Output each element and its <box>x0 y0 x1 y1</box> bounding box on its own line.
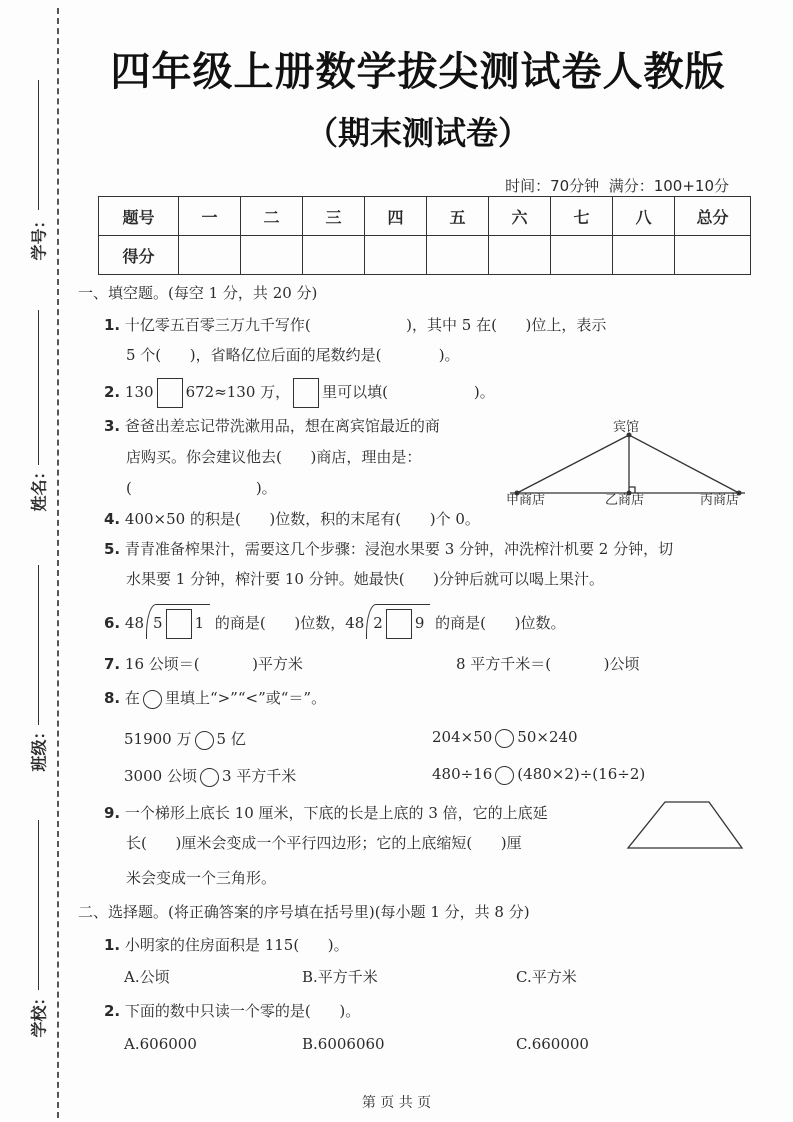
name-label: 姓名： <box>29 463 49 512</box>
q7-part-b: 8 平方千米＝( )公顷 <box>456 655 640 673</box>
compare-circle[interactable] <box>195 731 214 750</box>
q2-text: 672≈130 万， <box>185 383 291 401</box>
shop-b-label: 乙商店 <box>605 493 645 508</box>
score-cell[interactable] <box>427 236 489 275</box>
compare-circle[interactable] <box>495 766 514 785</box>
q8-pre: 在 <box>124 689 140 707</box>
mc2-text: 下面的数中只读一个零的是( )。 <box>124 1002 361 1020</box>
mc-option: A.公顷 <box>124 968 170 986</box>
mc-option: B.6006060 <box>302 1035 385 1053</box>
header-cell: 三 <box>303 197 365 236</box>
fill-box[interactable] <box>293 378 319 408</box>
compare-left: 51900 万 <box>124 730 192 748</box>
student-id-label: 学号： <box>29 212 49 261</box>
q5-line1: 青青准备榨果汁，需要这几个步骤：浸泡水果要 3 分钟，冲洗榨汁机要 2 分钟，切 <box>124 540 674 558</box>
q9-line3: 米会变成一个三角形。 <box>126 869 277 887</box>
q-number: 2. <box>104 1002 121 1020</box>
mc-option: C.平方米 <box>516 968 577 986</box>
q7-part-a: 16 公顷＝( )平方米 <box>124 655 303 673</box>
q4-text: 400×50 的积是( )位数，积的末尾有( )个 0。 <box>124 510 480 528</box>
page-subtitle: （期末测试卷） <box>305 114 530 152</box>
name-line <box>38 310 39 465</box>
score-cell[interactable] <box>303 236 365 275</box>
header-cell: 六 <box>489 197 551 236</box>
mc-option: C.660000 <box>516 1035 589 1053</box>
score-cell[interactable] <box>551 236 613 275</box>
compare-left: 204×50 <box>432 728 493 746</box>
compare-right: 3 平方千米 <box>221 767 297 785</box>
q-number: 2. <box>104 383 121 401</box>
compare-circle-icon <box>143 690 162 709</box>
fill-box[interactable] <box>157 378 183 408</box>
q-number: 3. <box>104 417 121 435</box>
q-number: 1. <box>104 936 121 954</box>
header-cell: 一 <box>179 197 241 236</box>
school-line <box>38 820 39 990</box>
header-cell: 二 <box>241 197 303 236</box>
score-table-header <box>99 197 751 236</box>
mc-option: B.平方千米 <box>302 968 378 986</box>
q1-line1: 十亿零五百零三万九千写作( )，其中 5 在( )位上，表示 <box>124 316 607 334</box>
header-cell: 五 <box>427 197 489 236</box>
score-cell[interactable] <box>241 236 303 275</box>
q6-text1: 的商是( )位数， <box>210 614 346 632</box>
header-cell: 四 <box>365 197 427 236</box>
divisor: 48 <box>124 614 145 632</box>
page-title: 四年级上册数学拔尖测试卷人教版 <box>110 49 726 95</box>
school-label: 学校： <box>29 989 49 1038</box>
q5-line2: 水果要 1 分钟，榨汁要 10 分钟。她最快( )分钟后就可以喝上果汁。 <box>126 570 605 588</box>
long-division-1 <box>146 604 210 639</box>
q9-line1: 一个梯形上底长 10 厘米，下底的长是上底的 3 倍，它的上底延 <box>124 804 548 822</box>
mc-option: A.606000 <box>124 1035 197 1053</box>
binding-dashed-line <box>57 8 59 1118</box>
q3-line3: ( )。 <box>126 479 277 497</box>
section1-heading: 一、填空题。(每空 1 分，共 20 分) <box>78 284 318 302</box>
q8-post: 里填上“>”“<”或“＝”。 <box>164 689 327 707</box>
shop-c-label: 丙商店 <box>700 493 740 508</box>
q-number: 7. <box>104 655 121 673</box>
score-cell[interactable] <box>675 236 751 275</box>
section2-heading: 二、选择题。(将正确答案的序号填在括号里)(每小题 1 分，共 8 分) <box>78 903 530 921</box>
header-cell: 题号 <box>99 197 179 236</box>
shop-a-label: 甲商店 <box>506 493 546 508</box>
score-cell[interactable] <box>179 236 241 275</box>
q3-line2: 店购买。你会建议他去( )商店，理由是： <box>126 448 422 466</box>
q2-number-a: 130 <box>124 383 154 401</box>
dividend-digit: 5 <box>153 614 163 632</box>
compare-left: 3000 公顷 <box>124 767 197 785</box>
score-row <box>99 236 751 275</box>
trapezoid-figure <box>625 800 745 852</box>
score-table <box>98 196 751 275</box>
dividend-digit: 9 <box>414 614 425 632</box>
q-number: 8. <box>104 689 121 707</box>
q6-text2: 的商是( )位数。 <box>430 614 566 632</box>
page-footer: 第 页 共 页 <box>361 1095 432 1111</box>
score-cell[interactable] <box>489 236 551 275</box>
header-cell: 七 <box>551 197 613 236</box>
header-cell: 八 <box>613 197 675 236</box>
score-cell[interactable] <box>365 236 427 275</box>
q-number: 4. <box>104 510 121 528</box>
q-number: 1. <box>104 316 121 334</box>
compare-circle[interactable] <box>495 729 514 748</box>
q-number: 5. <box>104 540 121 558</box>
q2-text2: 里可以填( )。 <box>322 383 495 401</box>
compare-right: (480×2)÷(16÷2) <box>517 765 646 783</box>
exam-meta: 时间：70分钟 满分：100+10分 <box>505 177 729 195</box>
fill-box[interactable] <box>166 609 192 639</box>
score-cell[interactable] <box>613 236 675 275</box>
q3-line1: 爸爸出差忘记带洗漱用品，想在离宾馆最近的商 <box>124 417 440 435</box>
header-cell: 总分 <box>675 197 751 236</box>
dividend-digit: 1 <box>194 614 205 632</box>
score-row-label: 得分 <box>99 236 179 275</box>
q1-line2: 5 个( )，省略亿位后面的尾数约是( )。 <box>126 346 460 364</box>
q9-line2: 长( )厘米会变成一个平行四边形；它的上底缩短( )厘 <box>126 834 522 852</box>
q-number: 6. <box>104 614 121 632</box>
q-number: 9. <box>104 804 121 822</box>
class-line <box>38 565 39 725</box>
mc1-text: 小明家的住房面积是 115( )。 <box>124 936 349 954</box>
hotel-label: 宾馆 <box>613 420 640 435</box>
class-label: 班级： <box>29 723 49 772</box>
divisor: 48 <box>345 614 365 632</box>
compare-circle[interactable] <box>200 768 219 787</box>
compare-right: 5 亿 <box>216 730 246 748</box>
compare-left: 480÷16 <box>432 765 493 783</box>
fill-box[interactable] <box>386 609 412 639</box>
compare-right: 50×240 <box>517 728 578 746</box>
long-division-2 <box>366 604 430 639</box>
dividend-digit: 2 <box>373 614 383 632</box>
